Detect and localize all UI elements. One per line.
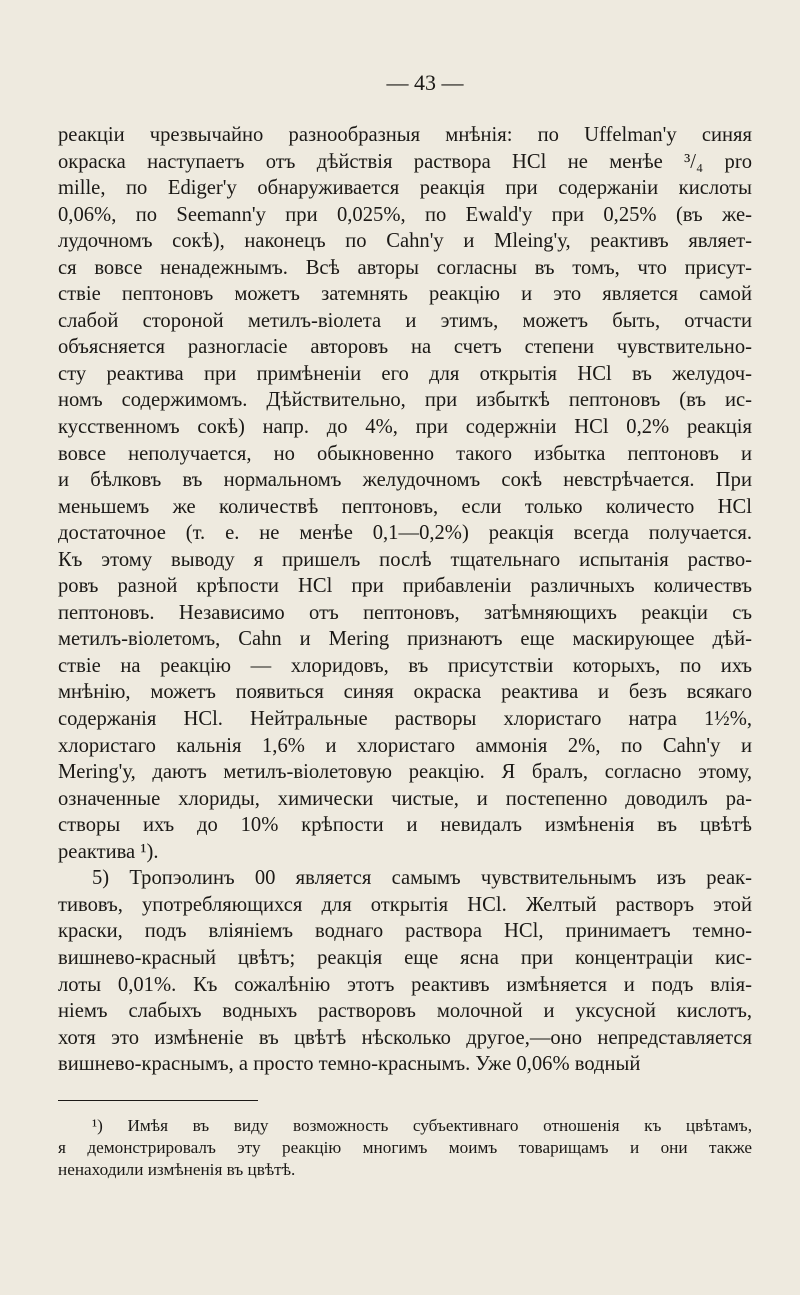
text-line: кусственномъ сокѣ) напр. до 4%, при содержніи HCl 0,2% реакція xyxy=(58,416,752,439)
text-line: достаточное (т. е. не менѣе 0,1—0,2%) реакція всегда получается. xyxy=(58,522,752,545)
text-line: номъ содержимомъ. Дѣйствительно, при избыткѣ пептоновъ (въ ис- xyxy=(58,389,752,412)
text-line: вишнево-красный цвѣтъ; реакція еще ясна при концентраціи кис- xyxy=(58,946,752,969)
text-line: объясняется разногласіе авторовъ на счетъ степени чувствительно- xyxy=(58,336,752,359)
text-line: ровъ разной крѣпости HCl при прибавленіи различныхъ количествъ xyxy=(58,575,752,598)
text-line: створы ихъ до 10% крѣпости и невидалъ измѣненія въ цвѣтѣ xyxy=(58,814,752,837)
text-line: Къ этому выводу я пришелъ послѣ тщательнаго испытанія раство- xyxy=(58,548,752,571)
text-line: означенные хлориды, химически чистые, и постепенно доводилъ ра- xyxy=(58,787,752,810)
text-line: хотя это измѣненіе въ цвѣтѣ нѣсколько другое,—оно непредставляется xyxy=(58,1026,752,1049)
text-line: 5) Тропэолинъ 00 является самымъ чувствительнымъ изъ реак- xyxy=(92,867,752,890)
footnote-line: я демонстрировалъ эту реакцію многимъ моимъ товарищамъ и они также xyxy=(58,1137,752,1157)
text-line: пептоновъ. Независимо отъ пептоновъ, затѣмняющихъ реакціи съ xyxy=(58,601,752,624)
text-line: и бѣлковъ въ нормальномъ желудочномъ сокѣ невстрѣчается. При xyxy=(58,469,752,492)
text-line: реакціи чрезвычайно разнообразныя мнѣнія: по Uffelman'у синяя xyxy=(58,124,752,146)
text-line: метилъ-віолетомъ, Cahn и Mering признаютъ еще маскирующее дѣй- xyxy=(58,628,752,651)
text-line: лоты 0,01%. Къ сожалѣнію этотъ реактивъ измѣняется и подъ влія- xyxy=(58,973,752,996)
text-line: меньшемъ же количествѣ пептоновъ, если только количесто HCl xyxy=(58,495,752,518)
page-number: — 43 — xyxy=(386,70,464,95)
text-line: вовсе неполучается, но обыкновенно такого избытка пептоновъ и xyxy=(58,442,752,465)
text-line: мнѣнію, можетъ появиться синяя окраска реактива и безъ всякаго xyxy=(58,681,752,704)
footnote-line: ненаходили измѣненія въ цвѣтѣ. xyxy=(58,1159,296,1179)
text-line: тивовъ, употребляющихся для открытія HCl. Желтый растворъ этой xyxy=(58,893,752,916)
footnote-line: ¹) Имѣя въ виду возможность субъективнаго отношенія къ цвѣтамъ, xyxy=(92,1115,752,1135)
text-line: слабой стороной метилъ-віолета и этимъ, можетъ быть, отчасти xyxy=(58,309,752,332)
text-line: лудочномъ сокѣ), наконецъ по Cahn'у и Mleing'у, реактивъ являет- xyxy=(58,230,752,253)
text-line: окраска наступаетъ отъ дѣйствія раствора HCl не менѣе ³/₄ pro xyxy=(58,150,752,173)
body-text xyxy=(58,122,752,1078)
text-line: ствіе на реакцію — хлоридовъ, въ присутствіи которыхъ, по ихъ xyxy=(58,654,752,677)
text-line: ствіе пептоновъ можетъ затемнять реакцію и это является самой xyxy=(58,283,752,306)
text-line: краски, подъ вліяніемъ воднаго раствора HCl, принимаетъ темно- xyxy=(58,920,752,943)
text-line: сту реактива при примѣненіи его для открытія HCl въ желудоч- xyxy=(58,362,752,385)
text-line: ся вовсе ненадежнымъ. Всѣ авторы согласны въ томъ, что присут- xyxy=(58,256,752,279)
text-line: содержанія HCl. Нейтральные растворы хлористаго натра 1½%, xyxy=(58,708,752,731)
text-line: хлористаго кальнія 1,6% и хлористаго аммонія 2%, по Cahn'у и xyxy=(58,734,752,757)
text-line: вишнево-краснымъ, а просто темно-краснымъ. Уже 0,06% водный xyxy=(58,1053,641,1076)
footnote-divider xyxy=(58,1100,258,1101)
text-line: 0,06%, по Seemann'у при 0,025%, по Ewald'у при 0,25% (въ же- xyxy=(58,203,752,226)
text-line: Mering'у, даютъ метилъ-віолетовую реакцію. Я бралъ, согласно этому, xyxy=(58,761,752,784)
text-line: ніемъ слабыхъ водныхъ растворовъ молочной и уксусной кислотъ, xyxy=(58,1000,752,1023)
text-line: mille, по Ediger'у обнаруживается реакція при содержаніи кислоты xyxy=(58,177,752,200)
footnote xyxy=(58,1115,752,1181)
document-page xyxy=(58,70,752,1181)
text-line: реактива ¹). xyxy=(58,840,159,863)
